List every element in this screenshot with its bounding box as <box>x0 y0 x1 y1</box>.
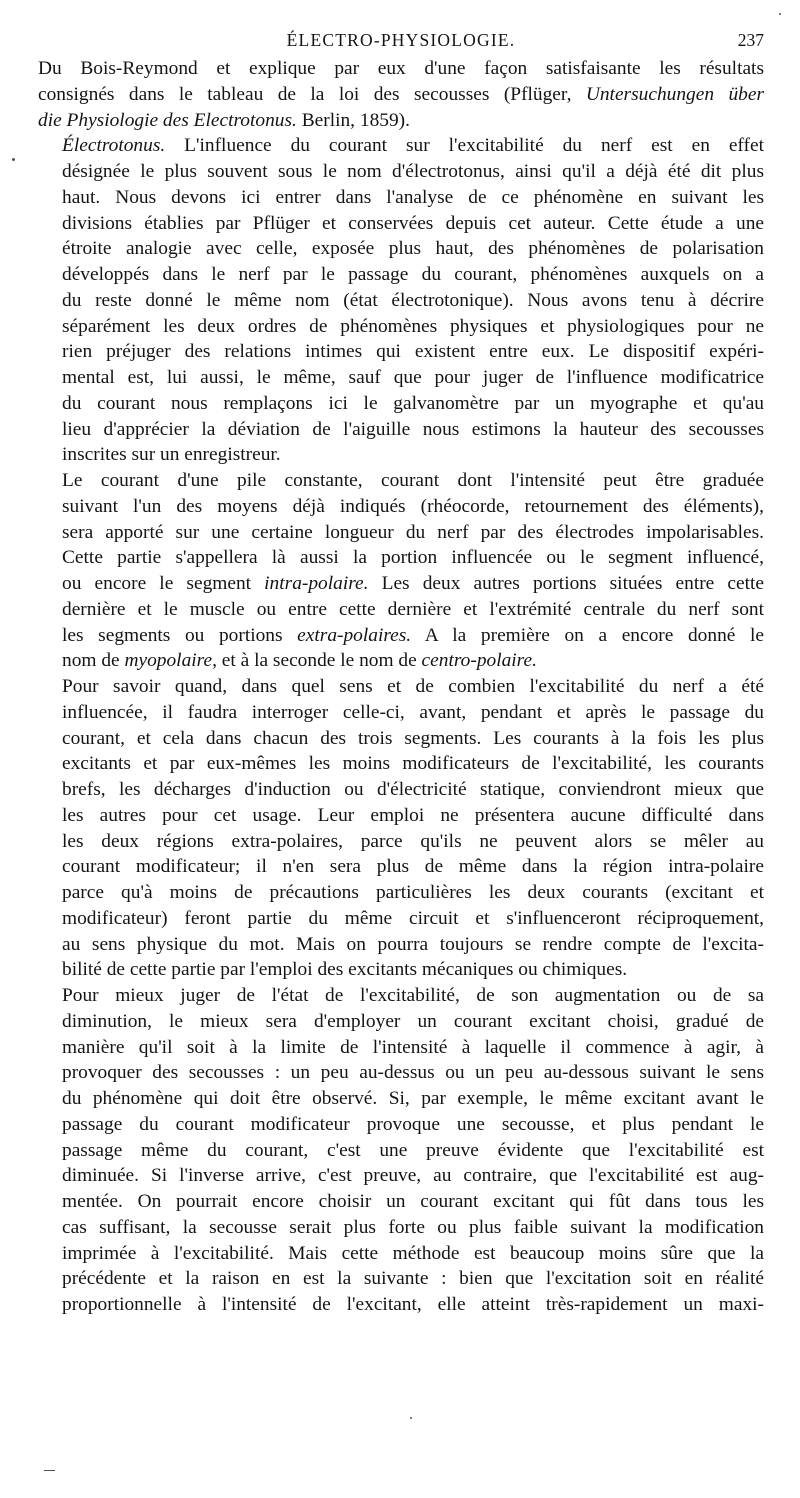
text-line: diminuée. Si l'inverse arrive, c'est preuve, au contraire, que l'excitabilité est aug- <box>62 1165 764 1187</box>
text-line: provoquer des secousses : un peu au-dessus ou un peu au-dessous suivant le sens <box>62 1062 764 1084</box>
speck-mark <box>44 1470 55 1471</box>
running-head <box>38 30 764 56</box>
text-line: ou encore le segment intra-polaire. Les deux autres portions situées entre cette <box>62 573 765 594</box>
text-line: brefs, les décharges d'induction ou d'électricité statique, conviendront mieux que <box>62 779 764 800</box>
term: centro-polaire. <box>421 650 537 672</box>
text-line: rien préjuger des relations intimes qui existent entre eux. Le dispositif expéri- <box>62 341 764 363</box>
text-line: diminution, le mieux sera d'employer un courant excitant choisi, gradué de <box>62 1010 764 1032</box>
text-line: dernière et le muscle ou entre cette dernière et l'extrémité centrale du nerf sont <box>62 598 764 620</box>
page-number: 237 <box>737 30 764 50</box>
text-line: les deux régions extra-polaires, parce qu'ils ne peuvent alors se mêler au <box>62 830 764 852</box>
text-line: précédente et la raison en est la suivante : bien que l'excitation soit en réalité <box>62 1268 764 1290</box>
text-line: au sens physique du mot. Mais on pourra toujours se rendre compte de l'excita- <box>62 933 764 955</box>
paragraph <box>38 983 764 1318</box>
text-line: mentée. On pourrait encore choisir un courant excitant qui fût dans tous les <box>62 1191 764 1212</box>
text-line: proportionnelle à l'intensité de l'excitant, elle atteint très-rapidement un maxi- <box>62 1294 764 1315</box>
book-title: die Physiologie des Electrotonus. <box>38 109 297 131</box>
speck-mark <box>410 1417 412 1419</box>
text-line: nom de myopolaire, et à la seconde le nom de centro-polaire. <box>62 650 537 672</box>
text-line: imprimée à l'excitabilité. Mais cette méthode est beaucoup moins sûre que la <box>62 1242 764 1264</box>
term: intra-polaire. <box>264 573 369 594</box>
text-line: désignée le plus souvent sous le nom d'électrotonus, ainsi qu'il a déjà été dit plus <box>62 161 764 182</box>
paragraph <box>38 133 764 468</box>
text-line: du reste donné le même nom (état électrotonique). Nous avons tenu à décrire <box>62 289 764 311</box>
running-title: ÉLECTRO-PHYSIOLOGIE. <box>286 30 516 50</box>
body-text <box>38 56 764 1318</box>
text-line: mental est, lui aussi, le même, sauf que pour juger de l'influence modificatrice <box>62 367 764 388</box>
text-line: haut. Nous devons ici entrer dans l'analyse de ce phénomène en suivant les <box>62 186 764 208</box>
text-line: courant, et cela dans chacun des trois segments. Les courants à la fois les plus <box>62 727 764 749</box>
speck-mark <box>12 158 15 161</box>
text-line: divisions établies par Pflüger et conservées depuis cet auteur. Cette étude a une <box>62 212 764 234</box>
text-line: sera apporté sur une certaine longueur du nerf par des électrodes impolarisables. <box>62 521 764 543</box>
text-line: lieu d'apprécier la déviation de l'aiguille nous estimons la hauteur des secousses <box>62 418 764 440</box>
text-line: cas suffisant, la secousse serait plus forte ou plus faible suivant la modification <box>62 1216 764 1238</box>
text-line: développés dans le nerf par le passage du courant, phénomènes auxquels on a <box>62 264 764 285</box>
text-line: influencée, il faudra interroger celle-ci, avant, pendant et après le passage du <box>62 701 764 723</box>
text-line: die Physiologie des Electrotonus. Berlin, 1859). <box>38 109 410 131</box>
paragraph <box>38 674 764 983</box>
book-page <box>38 30 764 1318</box>
text-line: Pour savoir quand, dans quel sens et de combien l'excitabilité du nerf a été <box>62 676 764 697</box>
text-line: parce qu'à moins de précautions particulières les deux courants (excitant et <box>62 882 764 903</box>
text-line: Cette partie s'appellera là aussi la portion influencée ou le segment influencé, <box>62 547 764 569</box>
text-line: inscrites sur un enregistreur. <box>62 444 281 466</box>
speck-mark <box>779 13 781 15</box>
text-line: Électrotonus. L'influence du courant sur l'excitabilité du nerf est en effet <box>62 135 764 157</box>
text-line: bilité de cette partie par l'emploi des excitants mécaniques ou chimiques. <box>62 959 628 981</box>
text-line: du courant nous remplaçons ici le galvanomètre par un myographe et qu'au <box>62 392 764 414</box>
term: myopolaire, <box>124 650 217 672</box>
text-line: Pour mieux juger de l'état de l'excitabilité, de son augmentation ou de sa <box>62 985 764 1006</box>
section-heading: Électrotonus. <box>62 135 166 157</box>
text-line: passage du courant modificateur provoque une secousse, et plus pendant le <box>62 1113 764 1135</box>
text-line: du phénomène qui doit être observé. Si, par exemple, le même excitant avant le <box>62 1088 764 1109</box>
text-line: manière qu'il soit à la limite de l'intensité à laquelle il commence à agir, à <box>62 1036 764 1058</box>
book-title: Untersuchungen über <box>585 83 764 105</box>
text-line: Le courant d'une pile constante, courant dont l'intensité peut être graduée <box>62 470 764 491</box>
term: extra-polaires. <box>297 624 412 646</box>
text-line: modificateur) feront partie du même circuit et s'influenceront réciproquement, <box>62 907 764 929</box>
text-line: passage même du courant, c'est une preuve évidente que l'excitabilité est <box>62 1139 764 1161</box>
text-line: Du Bois-Reymond et explique par eux d'une façon satisfaisante les résultats <box>38 58 764 79</box>
text-line: excitants et par eux-mêmes les moins modificateurs de l'excitabilité, les courants <box>62 753 764 775</box>
paragraph <box>38 468 764 674</box>
paragraph <box>38 56 764 133</box>
text-line: suivant l'un des moyens déjà indiqués (rhéocorde, retournement des éléments), <box>62 495 764 517</box>
text-line: séparément les deux ordres de phénomènes physiques et physiologiques pour ne <box>62 315 764 337</box>
text-line: consignés dans le tableau de la loi des secousses (Pflüger, Untersuchungen über <box>38 83 764 105</box>
text-line: les segments ou portions extra-polaires. A la première on a encore donné le <box>62 624 764 646</box>
text-line: étroite analogie avec celle, exposée plus haut, des phénomènes de polarisation <box>62 238 764 260</box>
text-line: les autres pour cet usage. Leur emploi ne présentera aucune difficulté dans <box>62 804 764 826</box>
text-line: courant modificateur; il n'en sera plus de même dans la région intra-polaire <box>62 856 764 878</box>
